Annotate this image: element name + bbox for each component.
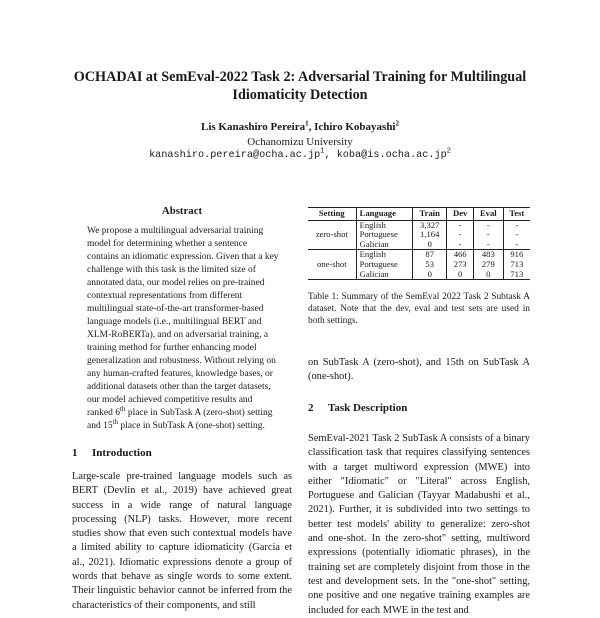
table-cell: 273 <box>447 260 474 270</box>
paper-title: OCHADAI at SemEval-2022 Task 2: Adversarial Training for Multilingual Idiomaticity Detection <box>73 69 527 103</box>
section-heading-task-description <box>308 402 407 414</box>
abstract-body <box>87 225 279 433</box>
email-separator: , <box>324 150 337 161</box>
table-cell: 279 <box>473 260 503 270</box>
table-row <box>308 220 530 230</box>
table-cell: 713 <box>510 258 524 269</box>
setting-cell: one-shot <box>308 250 356 280</box>
table-cell: English <box>356 220 413 230</box>
table-cell: - <box>447 240 474 250</box>
section-number: 2 <box>308 402 314 414</box>
author-line <box>40 121 560 133</box>
table-cell: - <box>473 220 503 230</box>
email-address: kanashiro.pereira@ocha.ac.jp <box>149 150 321 161</box>
email-address: koba@is.ocha.ac.jp <box>336 150 447 161</box>
task-paragraph: SemEval-2021 Task 2 SubTask A consists of a binary classification task that requires classifying sentences with a target multiword expression (MWE) into either "Idiomatic" or "Literal" across English, Portuguese and Galician (Tayyar Madabushi et al., 2021). Further, it is subdivided into two settings to better test models' ability to generalize: zero-shot and one-shot. In the zero-shot" setting, multiword expressions (potentially idiomatic phrases), in the training set are completely disjoint from those in the test and development sets. In the "one-shot" setting, one positive and one negative training examples are included for each MWE in the test and <box>308 433 530 616</box>
table-cell: 466 <box>447 250 474 260</box>
author-separator: , <box>308 121 315 133</box>
intro-paragraph: Large-scale pre-trained language models such as BERT (Devlin et al., 2019) have achieved great success in a wide range of natural language processing (NLP) tasks. However, more recent studies show that even such contextual models have a limited ability to capture idiomaticity (Garcia et al., 2021). Idiomatic expressions denote a group of words that behave as single words to some extent. Their linguistic behavior cannot be inferred from the characteristics of their components, and still <box>72 471 292 611</box>
affiliation: Ochanomizu University <box>247 136 353 148</box>
ordinal-suffix: th <box>119 404 126 413</box>
table-cell: 0 <box>447 270 474 280</box>
table-cell: English <box>356 250 413 260</box>
email-line <box>40 147 560 161</box>
table-header-cell: Train <box>413 208 447 221</box>
table-caption: Table 1: Summary of the SemEval 2022 Task 2 Subtask A dataset. Note that the dev, eval and test sets are used in both settings. <box>308 292 530 326</box>
table-header-row <box>308 208 530 221</box>
table-header-cell: Setting <box>308 208 356 221</box>
table-row <box>308 250 530 260</box>
table-cell: - <box>515 219 519 230</box>
table-cell: - <box>447 220 474 230</box>
table-cell: 713 <box>503 270 530 280</box>
table-cell: - <box>515 229 519 240</box>
author-affil-mark: 1 <box>305 119 309 128</box>
table-header-cell: Test <box>503 208 530 221</box>
table-header-cell: Eval <box>473 208 503 221</box>
section-heading-introduction <box>72 447 152 459</box>
table-cell: 0 <box>413 240 447 250</box>
table-cell: 0 <box>473 270 503 280</box>
author-affil-mark: 2 <box>395 119 399 128</box>
table-cell: 53 <box>413 260 447 270</box>
section-title: Task Description <box>328 402 408 414</box>
table-cell: - <box>473 240 503 250</box>
table-cell: 916 <box>510 249 524 260</box>
section-number: 1 <box>72 447 78 459</box>
email-affil-mark: 2 <box>446 147 451 156</box>
table-cell: Galician <box>356 240 413 250</box>
dataset-summary-table <box>308 207 530 280</box>
ordinal-suffix: th <box>112 417 119 426</box>
section-title: Introduction <box>92 447 152 459</box>
setting-cell: zero-shot <box>308 220 356 250</box>
abstract-text: place in SubTask A (one-shot) setting. <box>118 421 265 431</box>
author-name: Lis Kanashiro Pereira <box>201 121 306 133</box>
abstract-text: We propose a multilingual adversarial training model for determining whether a sentence contains an idiomatic expression. Given that a key challenge with this task is the limited size of annotated data, our model relies on pre-trained contextual representations from different multilingual state-of-the-art transformer-based language models (i.e., multilingual BERT and XLM-RoBERTa), and on adversarial training, a training method for further enhancing model generalization and robustness. Without relying on any human-crafted features, knowledge bases, or additional datasets other than the target datasets, our model achieved competitive results and ranked 6 <box>87 226 279 418</box>
abstract-heading: Abstract <box>161 205 203 217</box>
table-header-cell: Language <box>356 208 413 221</box>
table-cell: Portuguese <box>356 230 413 240</box>
continued-paragraph: on SubTask A (zero-shot), and 15th on SubTask A (one-shot). <box>308 357 530 383</box>
abstract-text: place in SubTask A (zero-shot) setting and 15 <box>87 408 273 431</box>
email-affil-mark: 1 <box>320 147 325 156</box>
table-cell: - <box>473 230 503 240</box>
table-cell: 1,164 <box>413 230 447 240</box>
table-cell: - <box>503 240 530 250</box>
table-cell: - <box>447 230 474 240</box>
table-cell: Portuguese <box>356 260 413 270</box>
table-cell: 3,327 <box>413 220 447 230</box>
table-header-cell: Dev <box>447 208 474 221</box>
author-name: Ichiro Kobayashi <box>314 121 396 133</box>
table-cell: 0 <box>413 270 447 280</box>
table-cell: Galician <box>356 270 413 280</box>
table-cell: 483 <box>473 250 503 260</box>
table-cell: 87 <box>413 250 447 260</box>
